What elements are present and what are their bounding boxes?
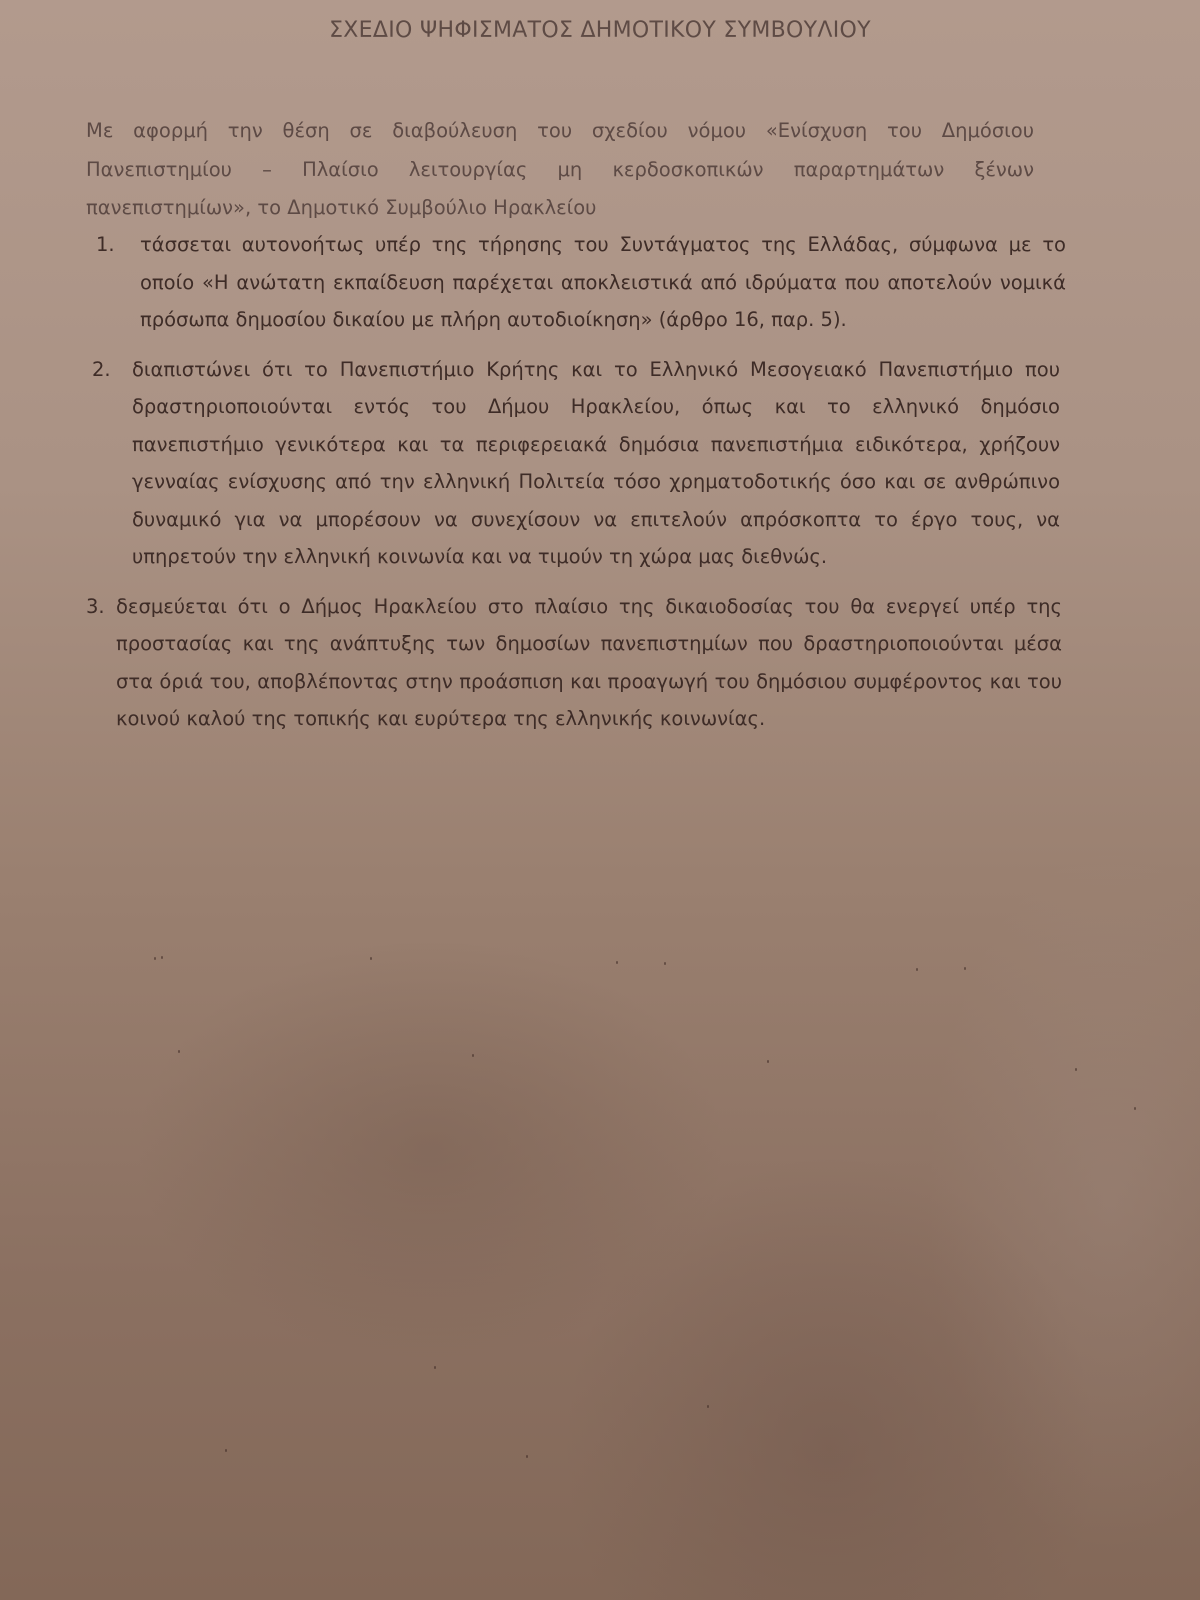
item-number: 3. (86, 594, 105, 618)
paper-speck (161, 956, 163, 959)
resolution-list (86, 226, 1066, 750)
resolution-item-3 (86, 588, 1062, 738)
paper-speck (707, 1405, 709, 1408)
paper-speck (178, 1050, 180, 1053)
resolution-item-1 (96, 226, 1066, 339)
resolution-item-2 (92, 351, 1060, 576)
paper-speck (225, 1449, 227, 1452)
paper-speck (434, 1366, 436, 1369)
paper-speck (916, 968, 918, 971)
item-number: 2. (92, 357, 111, 381)
paper-speck (1134, 1107, 1136, 1110)
paper-speck (767, 1060, 769, 1063)
paper-speck (370, 957, 372, 960)
item-text: δεσμεύεται ότι ο Δήμος Ηρακλείου στο πλαίσιο της δικαιοδοσίας του θα ενεργεί υπέρ της προστασίας και της ανάπτυξης των δημοσίων πανεπιστημίων που δραστηριοποιούνται μέσα στα όριά του, αποβλέποντας στην προάσπιση και προαγωγή του δημόσιου συμφέροντος και του κοινού καλού της τοπικής και ευρύτερα της ελληνικής κοινωνίας. (116, 594, 1062, 730)
paper-speck (154, 957, 156, 960)
paper-speck (664, 962, 666, 965)
intro-paragraph: Με αφορμή την θέση σε διαβούλευση του σχεδίου νόμου «Ενίσχυση του Δημόσιου Πανεπιστημίου – Πλαίσιο λειτουργίας μη κερδοσκοπικών παραρτημάτων ξένων πανεπιστημίων», το Δημοτικό Συμβούλιο Ηρακλείου (86, 119, 1034, 219)
paper-speck (964, 967, 966, 970)
item-text: διαπιστώνει ότι το Πανεπιστήμιο Κρήτης και το Ελληνικό Μεσογειακό Πανεπιστήμιο που δραστηριοποιούνται εντός του Δήμου Ηρακλείου, όπως και το ελληνικό δημόσιο πανεπιστήμιο γενικότερα και τα περιφερειακά δημόσια πανεπιστήμια ειδικότερα, χρήζουν γενναίας ενίσχυσης από την ελληνική Πολιτεία τόσο χρηματοδοτικής όσο και σε ανθρώπινο δυναμικό για να μπορέσουν να συνεχίσουν να επιτελούν απρόσκοπτα το έργο τους, να υπηρετούν την ελληνική κοινωνία και να τιμούν τη χώρα μας διεθνώς. (132, 357, 1060, 568)
paper-speck (1075, 1068, 1077, 1071)
item-text: τάσσεται αυτονοήτως υπέρ της τήρησης του Συντάγματος της Ελλάδας, σύμφωνα με το οποίο «Η ανώτατη εκπαίδευση παρέχεται αποκλειστικά από ιδρύματα που αποτελούν νομικά πρόσωπα δημοσίου δικαίου με πλήρη αυτοδιοίκηση» (άρθρο 16, παρ. 5). (140, 233, 1066, 331)
item-number: 1. (96, 233, 115, 256)
paper-speck (526, 1455, 528, 1458)
paper-speck (616, 961, 618, 964)
paper-speck (472, 1054, 474, 1057)
document-title: ΣΧΕΔΙΟ ΨΗΦΙΣΜΑΤΟΣ ΔΗΜΟΤΙΚΟΥ ΣΥΜΒΟΥΛΙΟΥ (329, 18, 871, 43)
